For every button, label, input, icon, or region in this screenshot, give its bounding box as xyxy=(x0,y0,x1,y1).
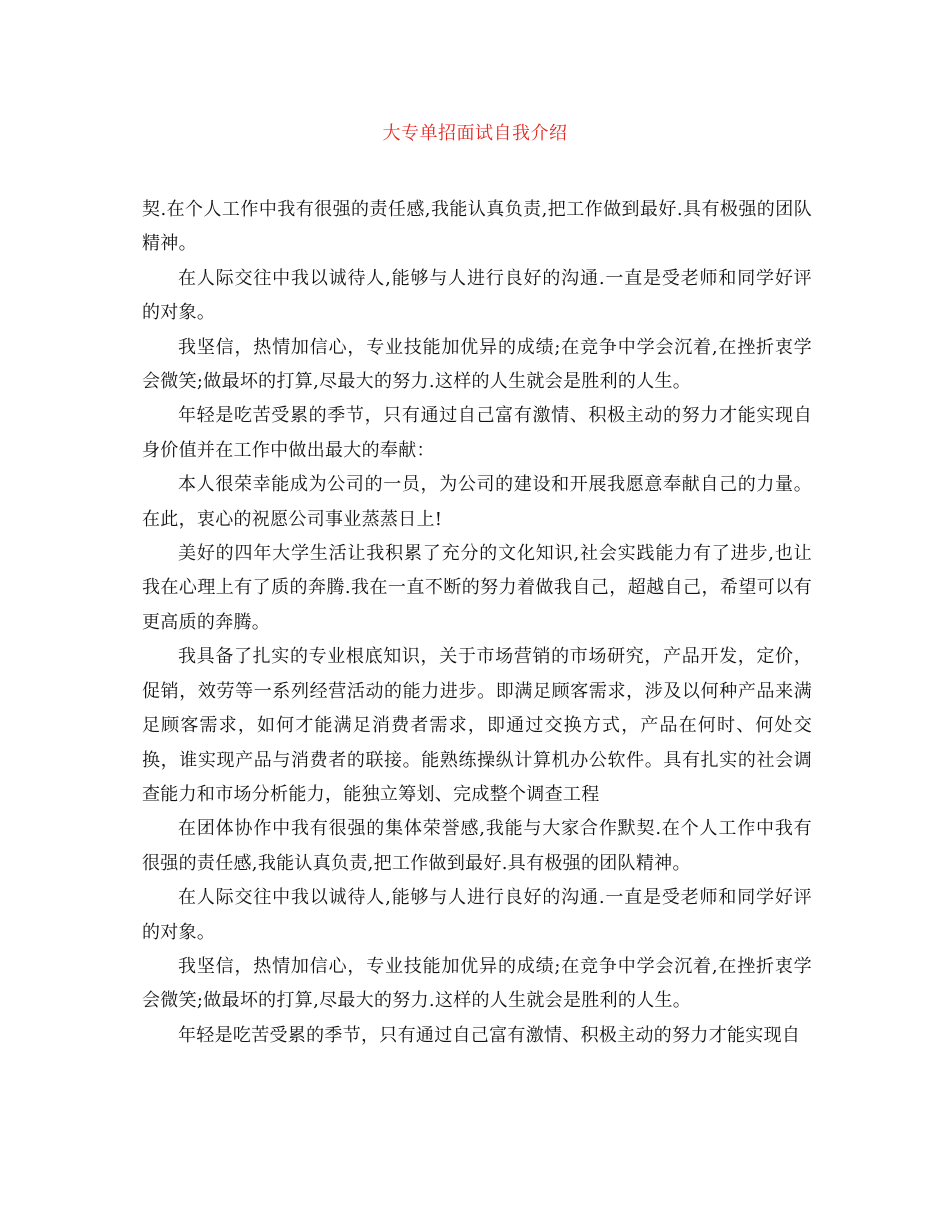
paragraph: 在团体协作中我有很强的集体荣誉感,我能与大家合作默契.在个人工作中我有很强的责任感,我能认真负责,把工作做到最好.具有极强的团队精神。 xyxy=(142,818,812,874)
paragraph: 我坚信，热情加信心，专业技能加优异的成绩;在竞争中学会沉着,在挫折衷学会微笑;做最坏的打算,尽最大的努力.这样的人生就会是胜利的人生。 xyxy=(142,955,812,1012)
document-title: 大专单招面试自我介绍 xyxy=(382,123,568,144)
paragraph: 我坚信，热情加信心，专业技能加优异的成绩;在竞争中学会沉着,在挫折衷学会微笑;做最坏的打算,尽最大的努力.这样的人生就会是胜利的人生。 xyxy=(142,336,812,393)
paragraph: 契.在个人工作中我有很强的责任感,我能认真负责,把工作做到最好.具有极强的团队精神。 xyxy=(142,199,812,255)
paragraph: 本人很荣幸能成为公司的一员，为公司的建设和开展我愿意奉献自己的力量。在此，衷心的祝愿公司事业蒸蒸日上! xyxy=(142,474,812,530)
paragraph: 在人际交往中我以诚待人,能够与人进行良好的沟通.一直是受老师和同学好评的对象。 xyxy=(142,887,812,943)
paragraph: 我具备了扎实的专业根底知识，关于市场营销的市场研究，产品开发，定价，促销，效劳等一系列经营活动的能力进步。即满足顾客需求，涉及以何种产品来满足顾客需求，如何才能满足消费者需求，即通过交换方式，产品在何时、何处交换，谁实现产品与消费者的联接。能熟练操纵计算机办公软件。具有扎实的社会调查能力和市场分析能力，能独立筹划、完成整个调查工程 xyxy=(142,646,812,805)
paragraph: 在人际交往中我以诚待人,能够与人进行良好的沟通.一直是受老师和同学好评的对象。 xyxy=(142,267,812,324)
paragraph: 美好的四年大学生活让我积累了充分的文化知识,社会实践能力有了进步,也让我在心理上有了质的奔腾.我在一直不断的努力着做我自己，超越自己，希望可以有更高质的奔腾。 xyxy=(142,543,812,633)
paragraph: 年轻是吃苦受累的季节，只有通过自己富有激情、积极主动的努力才能实现自身价值并在工作中做出最大的奉献： xyxy=(142,405,812,461)
paragraph: 年轻是吃苦受累的季节，只有通过自己富有激情、积极主动的努力才能实现自 xyxy=(178,1024,801,1046)
document-body xyxy=(142,193,812,1053)
